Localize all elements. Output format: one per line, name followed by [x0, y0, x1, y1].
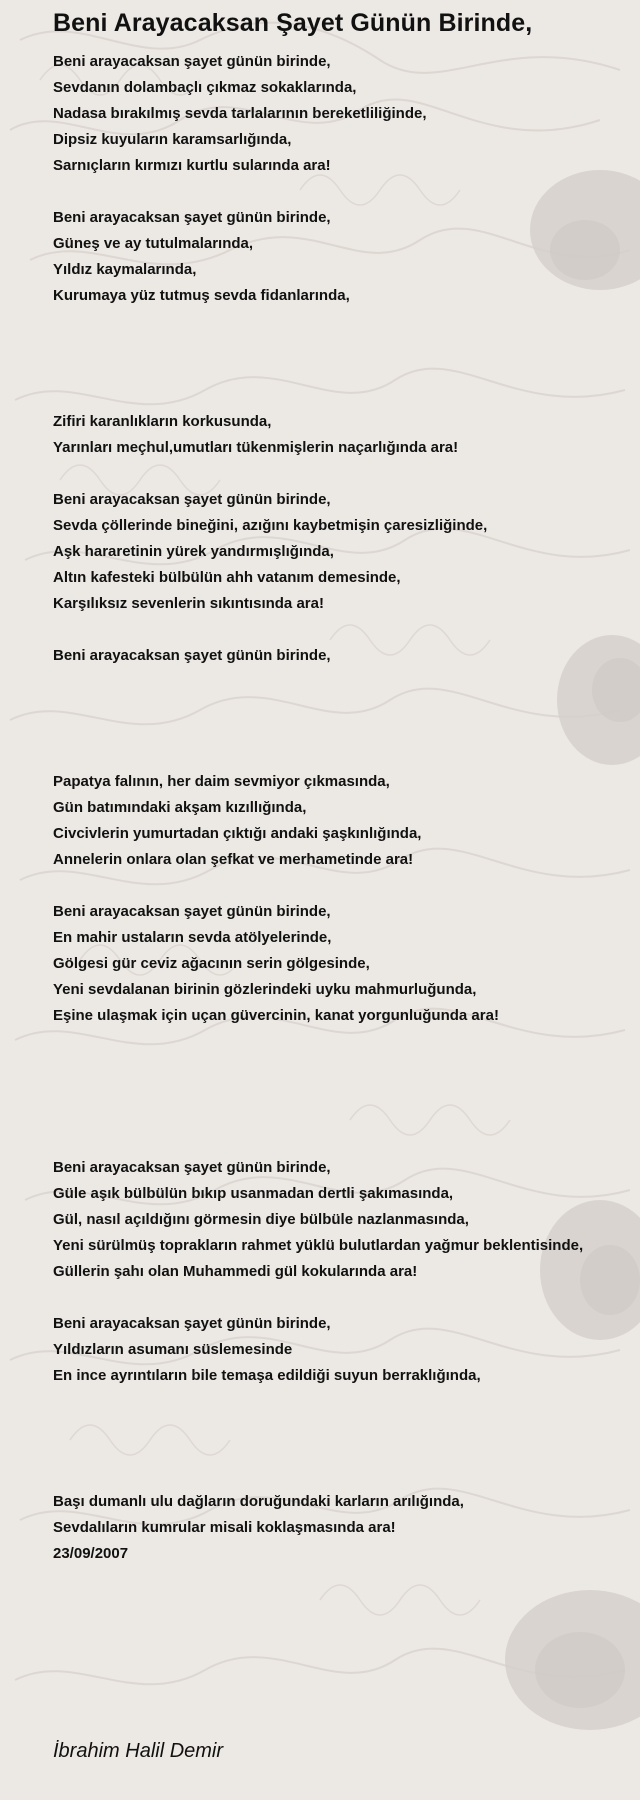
- poem-line: Beni arayacaksan şayet günün birinde,: [53, 903, 331, 920]
- poem-line: Yarınları meçhul,umutları tükenmişlerin naçarlığında ara!: [53, 439, 459, 456]
- poem-author: İbrahim Halil Demir: [53, 1740, 224, 1762]
- poem-line: Sarnıçların kırmızı kurtlu sularında ara!: [53, 157, 331, 174]
- poem-line: Güle aşık bülbülün bıkıp usanmadan dertli şakımasında,: [53, 1185, 454, 1202]
- poem-line: En mahir ustaların sevda atölyelerinde,: [53, 929, 332, 946]
- poem-date: 23/09/2007: [53, 1545, 129, 1562]
- poem-line: Zifiri karanlıkların korkusunda,: [53, 413, 272, 430]
- poem-line: Yıldızların asumanı süslemesinde: [53, 1341, 293, 1358]
- poem-line: Yeni sürülmüş toprakların rahmet yüklü bulutlardan yağmur beklentisinde,: [53, 1237, 584, 1254]
- poem-line: Gün batımındaki akşam kızıllığında,: [53, 799, 307, 816]
- poem-line: Altın kafesteki bülbülün ahh vatanım demesinde,: [53, 569, 401, 586]
- poem-line: Sevda çöllerinde bineğini, azığını kaybetmişin çaresizliğinde,: [53, 517, 488, 534]
- poem-title: Beni Arayacaksan Şayet Günün Birinde,: [53, 9, 533, 37]
- poem-line: Sevdalıların kumrular misali koklaşmasında ara!: [53, 1519, 396, 1536]
- poem-line: Beni arayacaksan şayet günün birinde,: [53, 1159, 331, 1176]
- poem-line: Gül, nasıl açıldığını görmesin diye bülbüle nazlanmasında,: [53, 1211, 469, 1228]
- poem-line: Karşılıksız sevenlerin sıkıntısında ara!: [53, 595, 324, 612]
- poem-line: Güneş ve ay tutulmalarında,: [53, 235, 254, 252]
- poem-line: Gölgesi gür ceviz ağacının serin gölgesinde,: [53, 955, 370, 972]
- poem-line: Beni arayacaksan şayet günün birinde,: [53, 491, 331, 508]
- poem-line: Aşk hararetinin yürek yandırmışlığında,: [53, 543, 334, 560]
- poem-line: En ince ayrıntıların bile temaşa edildiği suyun berraklığında,: [53, 1367, 481, 1384]
- poem-line: Beni arayacaksan şayet günün birinde,: [53, 209, 331, 226]
- poem-line: Beni arayacaksan şayet günün birinde,: [53, 53, 331, 70]
- poem-line: Kurumaya yüz tutmuş sevda fidanlarında,: [53, 287, 350, 304]
- poem-line: Sevdanın dolambaçlı çıkmaz sokaklarında,: [53, 79, 357, 96]
- poem-line: Eşine ulaşmak için uçan güvercinin, kanat yorgunluğunda ara!: [53, 1007, 499, 1024]
- poem-line: Beni arayacaksan şayet günün birinde,: [53, 647, 331, 664]
- poem-line: Yeni sevdalanan birinin gözlerindeki uyku mahmurluğunda,: [53, 981, 477, 998]
- poem-line: Beni arayacaksan şayet günün birinde,: [53, 1315, 331, 1332]
- poem-line: Annelerin onlara olan şefkat ve merhametinde ara!: [53, 851, 414, 868]
- poem-line: Civcivlerin yumurtadan çıktığı andaki şaşkınlığında,: [53, 825, 422, 842]
- poem-line: Güllerin şahı olan Muhammedi gül kokularında ara!: [53, 1263, 418, 1280]
- poem-line: Yıldız kaymalarında,: [53, 261, 197, 278]
- poem-line: Başı dumanlı ulu dağların doruğundaki karların arılığında,: [53, 1493, 464, 1510]
- poem-line: Papatya falının, her daim sevmiyor çıkmasında,: [53, 773, 390, 790]
- poem-line: Nadasa bırakılmış sevda tarlalarının bereketliliğinde,: [53, 105, 427, 122]
- poem-line: Dipsiz kuyuların karamsarlığında,: [53, 131, 292, 148]
